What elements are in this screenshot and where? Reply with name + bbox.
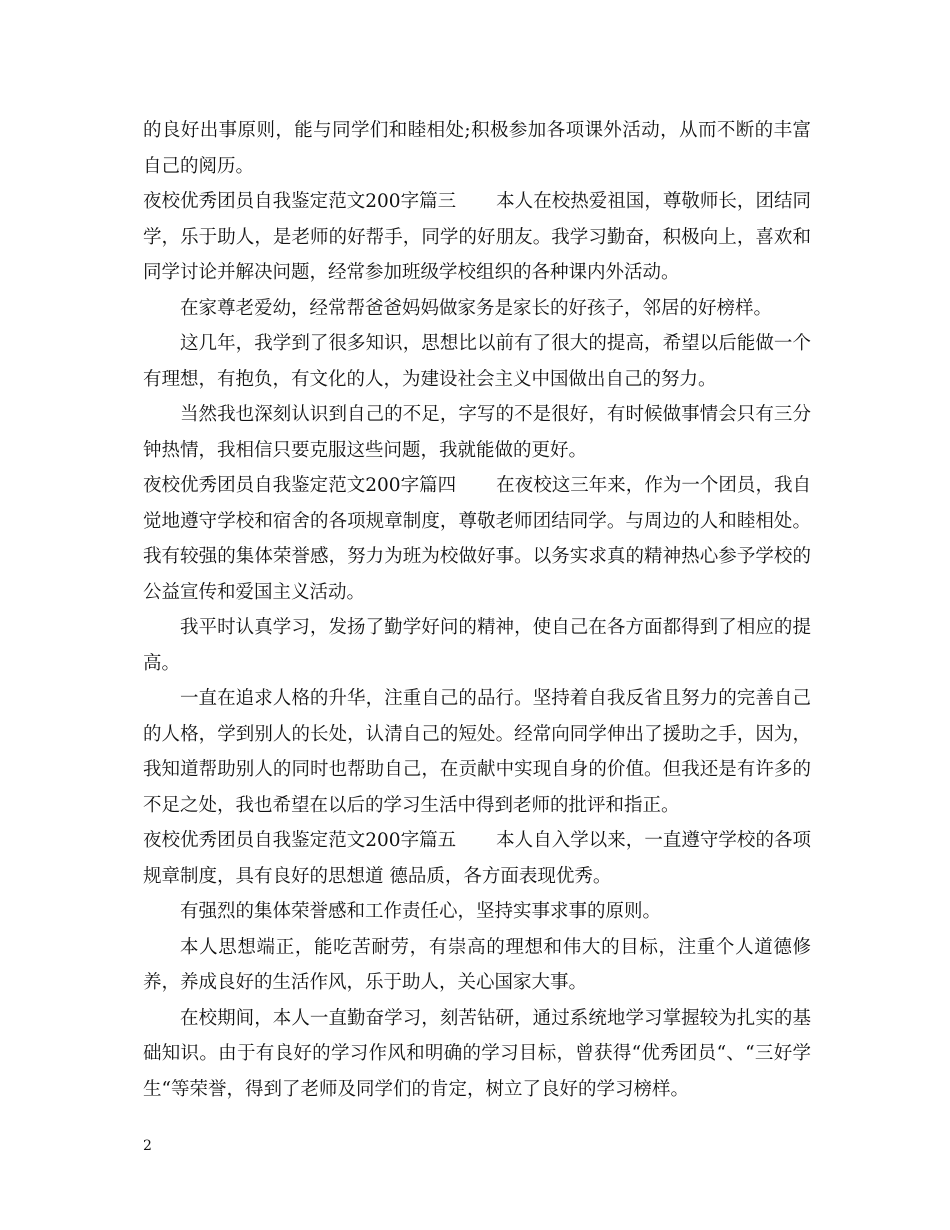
paragraph-2-text: 本人在校热爱祖国，尊敬师长，团结同学，乐于助人，是老师的好帮手，同学的好朋友。我学习勤奋，积极向上，喜欢和同学讨论并解决问题，经常参加班级学校组织的各种课内外活动。 (143, 191, 811, 283)
paragraph-9-text: 本人自入学以来，一直遵守学校的各项规章制度，具有良好的思想道 德品质，各方面表现优秀。 (143, 830, 811, 887)
paragraph-7: 我平时认真学习，发扬了勤学好问的精神，使自己在各方面都得到了相应的提高。 (143, 617, 811, 674)
section-heading-4: 夜校优秀团员自我鉴定范文200字篇四 (143, 475, 457, 496)
paragraph-6-text: 在夜校这三年来，作为一个团员，我自觉地遵守学校和宿舍的各项规章制度，尊敬老师团结同学。与周边的人和睦相处。我有较强的集体荣誉感，努力为班为校做好事。以务实求真的精神热心参予学校的公益宣传和爱国主义活动。 (143, 475, 811, 603)
paragraph-12: 在校期间，本人一直勤奋学习，刻苦钻研，通过系统地学习掌握较为扎实的基础知识。由于有良好的学习作风和明确的学习目标，曾获得“优秀团员“、“三好学生“等荣誉，得到了老师及同学们的肯定，树立了良好的学习榜样。 (143, 1007, 811, 1100)
paragraph-3: 在家尊老爱幼，经常帮爸爸妈妈做家务是家长的好孩子，邻居的好榜样。 (180, 297, 773, 319)
page-number: 2 (143, 1138, 152, 1154)
paragraph-2 (143, 184, 811, 291)
paragraph-1: 的良好出事原则，能与同学们和睦相处;积极参加各项课外活动，从而不断的丰富自己的阅历。 (143, 120, 811, 177)
paragraph-9 (143, 823, 811, 894)
paragraph-10: 有强烈的集体荣誉感和工作责任心，坚持实事求事的原则。 (180, 901, 662, 922)
paragraph-11: 本人思想端正，能吃苦耐劳，有崇高的理想和伟大的目标，注重个人道德修养，养成良好的生活作风，乐于助人，关心国家大事。 (143, 936, 811, 993)
paragraph-8: 一直在追求人格的升华，注重自己的品行。坚持着自我反省且努力的完善自己的人格，学到别人的长处，认清自己的短处。经常向同学伸出了援助之手，因为，我知道帮助别人的同时也帮助自己，在贡献中实现自身的价值。但我还是有许多的不足之处，我也希望在以后的学习生活中得到老师的批评和指正。 (143, 688, 811, 816)
paragraph-5: 当然我也深刻认识到自己的不足，字写的不是很好，有时候做事情会只有三分钟热情，我相信只要克服这些问题，我就能做的更好。 (143, 404, 811, 461)
document-body (143, 113, 811, 1107)
paragraph-6 (143, 468, 811, 610)
section-heading-3: 夜校优秀团员自我鉴定范文200字篇三 (143, 191, 457, 212)
paragraph-4: 这几年，我学到了很多知识，思想比以前有了很大的提高，希望以后能做一个有理想，有抱负，有文化的人，为建设社会主义中国做出自己的努力。 (143, 333, 811, 390)
section-heading-5: 夜校优秀团员自我鉴定范文200字篇五 (143, 830, 457, 851)
